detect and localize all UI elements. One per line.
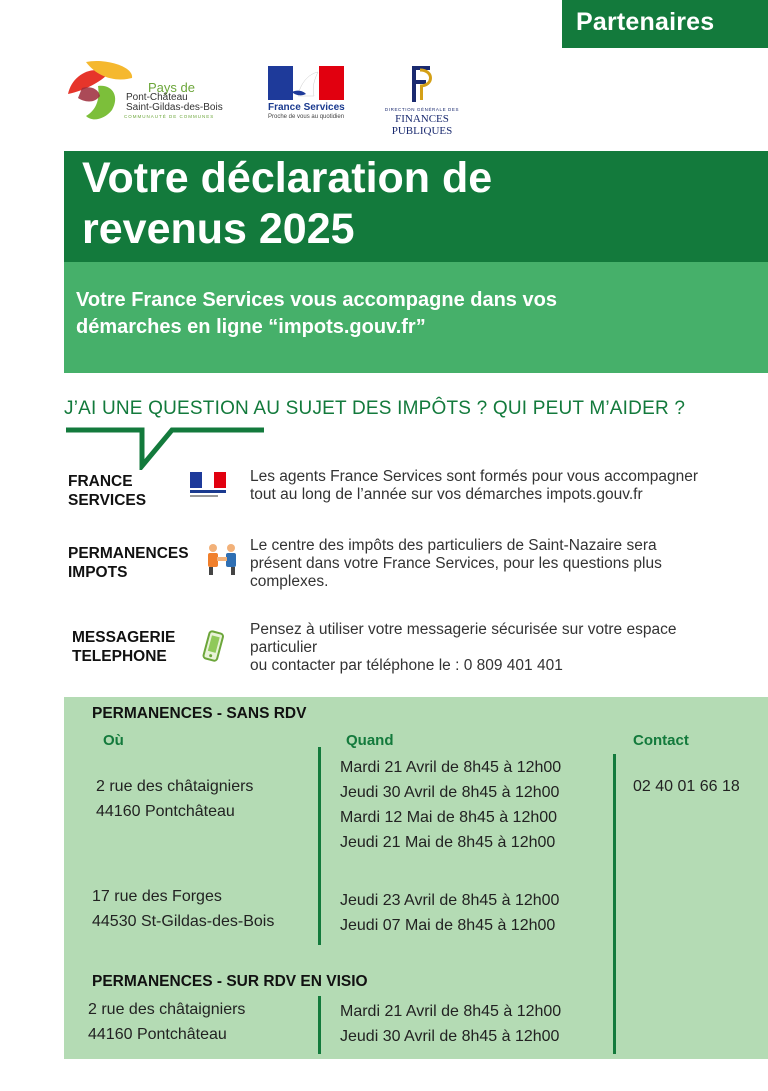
row-text-line: Le centre des impôts des particuliers de Saint-Nazaire sera bbox=[250, 537, 657, 554]
row-text-line: Les agents France Services sont formés pour vous accompagner bbox=[250, 468, 699, 485]
row-label-line: FRANCE bbox=[68, 473, 133, 490]
column-divider bbox=[318, 996, 321, 1054]
france-services-tagline: Proche de vous au quotidien bbox=[268, 114, 345, 120]
section-visio-title: PERMANENCES - SUR RDV EN VISIO bbox=[92, 973, 368, 990]
date-line: Mardi 21 Avril de 8h45 à 12h00 bbox=[340, 759, 562, 776]
row-text-line: présent dans votre France Services, pour les questions plus bbox=[250, 555, 662, 572]
date-line: Jeudi 23 Avril de 8h45 à 12h00 bbox=[340, 892, 560, 909]
row-text-permanences-impots bbox=[250, 537, 765, 591]
row-label-line: TELEPHONE bbox=[72, 648, 167, 665]
partenaires-badge: Partenaires bbox=[562, 0, 768, 48]
location-address bbox=[92, 884, 274, 934]
address-line: 2 rue des châtaigniers bbox=[96, 778, 254, 795]
question-heading: J’AI UNE QUESTION AU SUJET DES IMPÔTS ? QUI PEUT M’AIDER ? bbox=[64, 398, 686, 419]
row-text-line: complexes. bbox=[250, 573, 329, 590]
location-address bbox=[88, 997, 245, 1047]
row-label-france-services bbox=[68, 472, 146, 510]
row-text-messagerie-telephone bbox=[250, 621, 765, 675]
smartphone-icon bbox=[200, 630, 226, 664]
contact-phone: 02 40 01 66 18 bbox=[633, 778, 740, 795]
date-line: Mardi 21 Avril de 8h45 à 12h00 bbox=[340, 1003, 562, 1020]
subtitle-line1: Votre France Services vous accompagne dans vos bbox=[76, 289, 557, 311]
column-header-contact: Contact bbox=[633, 732, 689, 749]
date-line: Jeudi 07 Mai de 8h45 à 12h00 bbox=[340, 917, 556, 934]
title-line1: Votre déclaration de bbox=[82, 154, 493, 202]
france-services-logo bbox=[266, 66, 346, 122]
marianne-flag-icon bbox=[268, 66, 344, 100]
section-sans-rdv-title: PERMANENCES - SANS RDV bbox=[92, 705, 307, 722]
subtitle-line2: démarches en ligne “impots.gouv.fr” bbox=[76, 316, 426, 338]
address-line: 2 rue des châtaigniers bbox=[88, 1001, 246, 1018]
location-dates bbox=[340, 888, 559, 938]
row-text-france-services bbox=[250, 468, 765, 504]
column-header-ou: Où bbox=[103, 732, 124, 749]
row-label-messagerie-telephone bbox=[72, 628, 175, 666]
address-line: 44530 St-Gildas-des-Bois bbox=[92, 913, 275, 930]
pays-logo-line4: COMMUNAUTÉ DE COMMUNES bbox=[124, 114, 215, 119]
address-line: 44160 Pontchâteau bbox=[96, 803, 235, 820]
column-divider bbox=[318, 747, 321, 945]
date-line: Jeudi 30 Avril de 8h45 à 12h00 bbox=[340, 1028, 560, 1045]
address-line: 17 rue des Forges bbox=[92, 888, 222, 905]
dgfip-line2: FINANCES PUBLIQUES bbox=[391, 113, 453, 137]
handshake-icon bbox=[205, 542, 239, 576]
france-services-name: France Services bbox=[268, 102, 345, 113]
location-address bbox=[96, 774, 253, 824]
date-line: Jeudi 30 Avril de 8h45 à 12h00 bbox=[340, 784, 560, 801]
address-line: 44160 Pontchâteau bbox=[88, 1026, 227, 1043]
row-label-permanences-impots bbox=[68, 544, 189, 582]
column-header-quand: Quand bbox=[346, 732, 394, 749]
pays-logo-line3: Saint-Gildas-des-Bois bbox=[126, 102, 223, 113]
page-title bbox=[82, 153, 682, 255]
dgfip-line1: DIRECTION GÉNÉRALE DES bbox=[384, 107, 460, 112]
pays-logo-line2: Pont-Château bbox=[126, 92, 188, 103]
title-line2: revenus 2025 bbox=[82, 205, 355, 253]
column-divider bbox=[613, 754, 616, 1054]
row-label-line: IMPOTS bbox=[68, 564, 128, 581]
row-label-line: PERMANENCES bbox=[68, 545, 189, 562]
page-subtitle bbox=[76, 287, 736, 341]
location-dates bbox=[340, 755, 561, 855]
row-text-line: particulier bbox=[250, 639, 318, 656]
dgfip-mark-icon bbox=[406, 64, 436, 104]
row-label-line: SERVICES bbox=[68, 492, 147, 509]
dgfip-logo bbox=[364, 64, 484, 137]
pays-logo-line1: Pays de bbox=[148, 80, 195, 95]
location-dates bbox=[340, 999, 561, 1049]
speech-bubble-icon bbox=[64, 424, 266, 470]
date-line: Jeudi 21 Mai de 8h45 à 12h00 bbox=[340, 834, 556, 851]
row-text-line: tout au long de l’année sur vos démarches impots.gouv.fr bbox=[250, 486, 643, 503]
row-text-line: Pensez à utiliser votre messagerie sécurisée sur votre espace bbox=[250, 621, 677, 638]
france-services-logo-icon bbox=[190, 472, 226, 498]
date-line: Mardi 12 Mai de 8h45 à 12h00 bbox=[340, 809, 558, 826]
pays-pontchateau-logo bbox=[64, 60, 254, 126]
row-text-line: ou contacter par téléphone le : 0 809 401 401 bbox=[250, 657, 563, 674]
row-label-line: MESSAGERIE bbox=[72, 629, 176, 646]
